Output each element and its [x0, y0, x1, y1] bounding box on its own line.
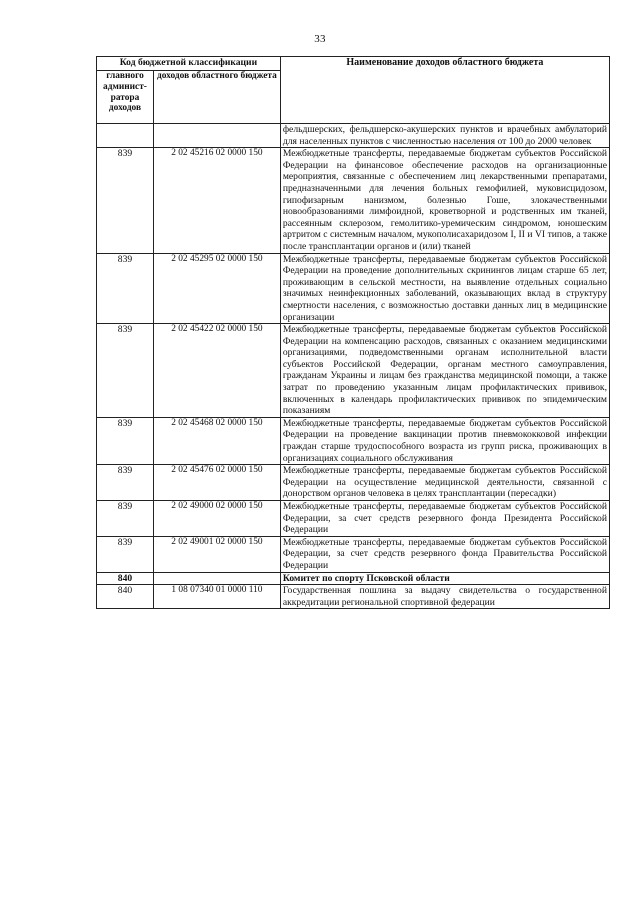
admin-code-cell [97, 124, 154, 148]
income-code-cell: 2 02 45216 02 0000 150 [153, 148, 280, 253]
table-row [97, 501, 610, 537]
header-income-code: доходов областного бюджета [153, 71, 280, 124]
income-name-cell: фельдшерских, фельдшерско-акушерских пунктов и врачебных амбулаторий для населенных пунктов с численностью населения от 100 до 2000 человек [280, 124, 609, 148]
income-code-cell: 2 02 45476 02 0000 150 [153, 465, 280, 501]
income-code-cell: 2 02 49000 02 0000 150 [153, 501, 280, 537]
table-body [97, 124, 610, 609]
department-name-cell: Комитет по спорту Псковской области [280, 572, 609, 585]
admin-code-cell: 839 [97, 417, 154, 464]
admin-code-cell: 839 [97, 536, 154, 572]
table-row [97, 585, 610, 609]
admin-code-cell: 840 [97, 572, 154, 585]
income-code-cell: 2 02 45468 02 0000 150 [153, 417, 280, 464]
income-name-cell: Межбюджетные трансферты, передаваемые бюджетам субъектов Российской Федерации на проведение дополнительных скринингов лицам старше 65 лет, проживающим в сельской местности, на выявление отдельных социально значимых неинфекционных заболеваний, оказывающих вклад в структуру смертности населения, с возможностью доставки данных лиц в медицинские организации [280, 253, 609, 324]
table-row [97, 324, 610, 418]
income-name-cell: Государственная пошлина за выдачу свидетельства о государственной аккредитации региональной спортивной федерации [280, 585, 609, 609]
page-number: 33 [314, 33, 326, 45]
income-name-cell: Межбюджетные трансферты, передаваемые бюджетам субъектов Российской Федерации на компенсацию расходов, связанных с оказанием медицинскими организациями, подведомственными органам исполнительной власти субъектов Российской Федерации, органам местного самоуправления, гражданам Украины и лицам без гражданства медицинской помощи, а также затрат по проведению указанным лицам профилактических прививок, включенных в календарь профилактических прививок по эпидемическим показаниям [280, 324, 609, 418]
table-row [97, 124, 610, 148]
header-income-name: Наименование доходов областного бюджета [280, 57, 609, 124]
admin-code-cell: 840 [97, 585, 154, 609]
income-code-cell [153, 124, 280, 148]
income-code-cell: 1 08 07340 01 0000 110 [153, 585, 280, 609]
header-admin-code: главного админист-ратора доходов [97, 71, 154, 124]
table-row [97, 536, 610, 572]
table-row [97, 253, 610, 324]
income-name-cell: Межбюджетные трансферты, передаваемые бюджетам субъектов Российской Федерации, за счет средств резервного фонда Президента Российской Федерации [280, 501, 609, 537]
budget-classification-table [96, 56, 610, 609]
admin-code-cell: 839 [97, 501, 154, 537]
table-row [97, 465, 610, 501]
table-row [97, 148, 610, 253]
admin-code-cell: 839 [97, 465, 154, 501]
income-name-cell: Межбюджетные трансферты, передаваемые бюджетам субъектов Российской Федерации, за счет средств резервного фонда Правительства Российской Федерации [280, 536, 609, 572]
table-header [97, 57, 610, 124]
income-name-cell: Межбюджетные трансферты, передаваемые бюджетам субъектов Российской Федерации на финансовое обеспечение расходов на организационные мероприятия, связанные с обеспечением лиц лекарственными препаратами, предназначенными для лечения больных гемофилией, муковисцидозом, гипофизарным нанизмом, болезнью Гоше, злокачественными новообразованиями лимфоидной, кроветворной и родственных им тканей, рассеянным склерозом, гемолитико-уремическим синдромом, юношеским артритом с системным началом, мукополисахаридозом I, II и VI типов, а также после трансплантации органов и (или) тканей [280, 148, 609, 253]
department-row [97, 572, 610, 585]
admin-code-cell: 839 [97, 253, 154, 324]
admin-code-cell: 839 [97, 148, 154, 253]
income-name-cell: Межбюджетные трансферты, передаваемые бюджетам субъектов Российской Федерации на осуществление медицинской деятельности, связанной с донорством органов человека в целях трансплантации (пересадки) [280, 465, 609, 501]
income-code-cell [153, 572, 280, 585]
income-name-cell: Межбюджетные трансферты, передаваемые бюджетам субъектов Российской Федерации на проведение вакцинации против пневмококковой инфекции граждан старше трудоспособного возраста из групп риска, проживающих в организациях социального обслуживания [280, 417, 609, 464]
header-classification-code: Код бюджетной классификации [97, 57, 281, 71]
admin-code-cell: 839 [97, 324, 154, 418]
income-code-cell: 2 02 49001 02 0000 150 [153, 536, 280, 572]
table-row [97, 417, 610, 464]
income-code-cell: 2 02 45295 02 0000 150 [153, 253, 280, 324]
income-code-cell: 2 02 45422 02 0000 150 [153, 324, 280, 418]
